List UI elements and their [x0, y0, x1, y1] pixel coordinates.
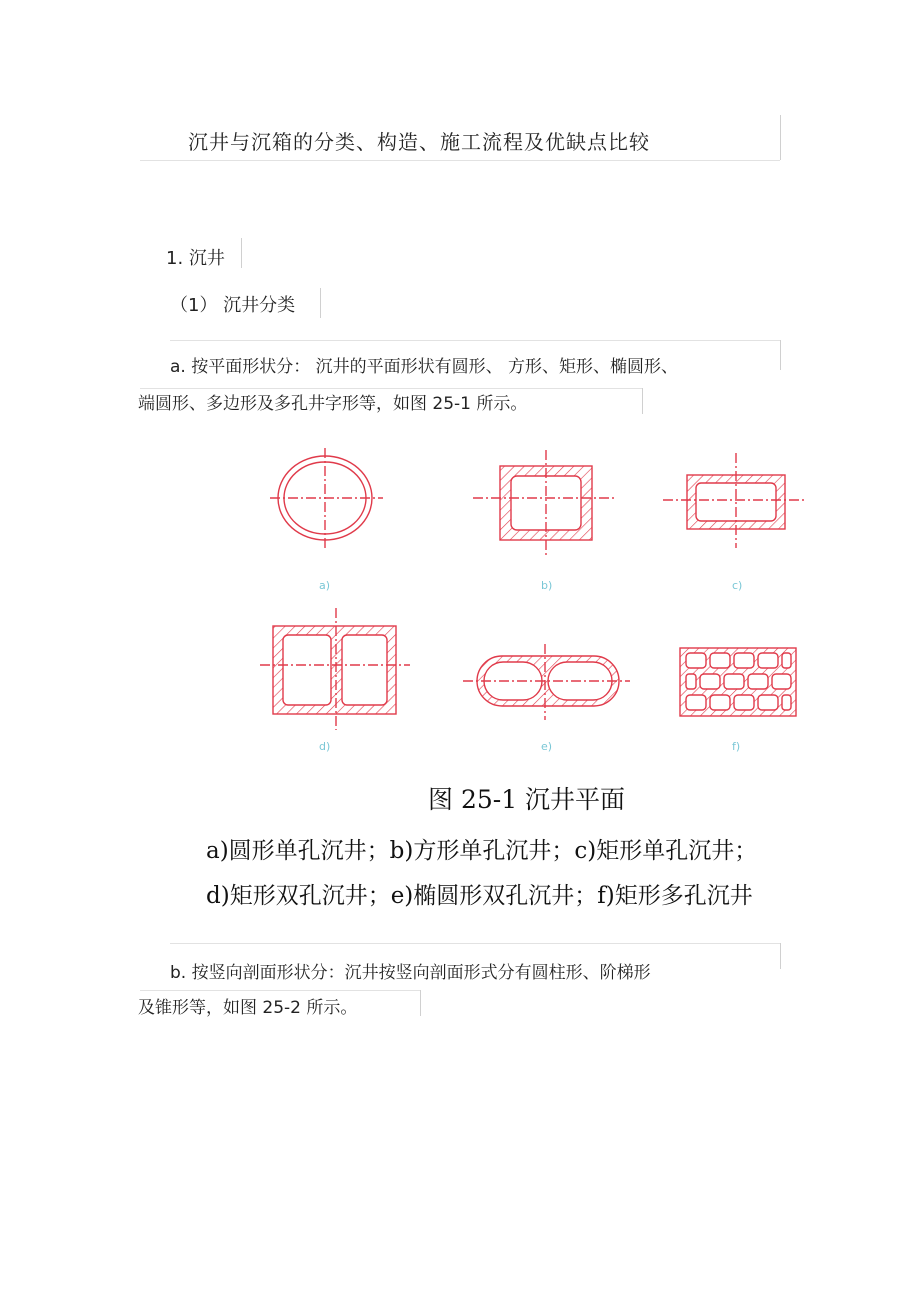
square-caisson-drawing — [473, 450, 617, 556]
subsection-heading: （1） 沉井分类 — [170, 295, 296, 316]
figure-sublabel-b: b) — [541, 579, 553, 592]
figure-caption-title: 图 25-1 沉井平面 — [428, 785, 626, 814]
figure-caption-line1: a)圆形单孔沉井；b)方形单孔沉井；c)矩形单孔沉井； — [206, 838, 758, 864]
page-title: 沉井与沉箱的分类、构造、施工流程及优缺点比较 — [188, 130, 650, 154]
circular-caisson-drawing — [270, 448, 383, 548]
figure-sublabel-d: d) — [319, 740, 331, 753]
caisson-plan-figure — [255, 448, 815, 768]
paragraph-b-line2: 及锥形等，如图 25-2 所示。 — [138, 998, 358, 1018]
oval-double-cell-caisson-drawing — [463, 644, 630, 720]
multi-cell-caisson-drawing — [680, 648, 796, 716]
paragraph-a-line1: a. 按平面形状分： 沉井的平面形状有圆形、 方形、矩形、椭圆形、 — [170, 357, 679, 377]
section-heading: 1. 沉井 — [166, 248, 225, 269]
rectangular-caisson-drawing — [663, 453, 807, 548]
figure-sublabel-c: c) — [732, 579, 743, 592]
paragraph-b-line1: b. 按竖向剖面形状分：沉井按竖向剖面形式分有圆柱形、阶梯形 — [170, 963, 651, 983]
paragraph-a-line2: 端圆形、多边形及多孔井字形等，如图 25-1 所示。 — [138, 394, 528, 414]
figure-sublabel-e: e) — [541, 740, 553, 753]
figure-sublabel-a: a) — [319, 579, 331, 592]
figure-caption-line2: d)矩形双孔沉井；e)椭圆形双孔沉井；f)矩形多孔沉井 — [206, 883, 753, 909]
figure-sublabel-f: f) — [732, 740, 741, 753]
double-cell-caisson-drawing — [260, 608, 410, 730]
